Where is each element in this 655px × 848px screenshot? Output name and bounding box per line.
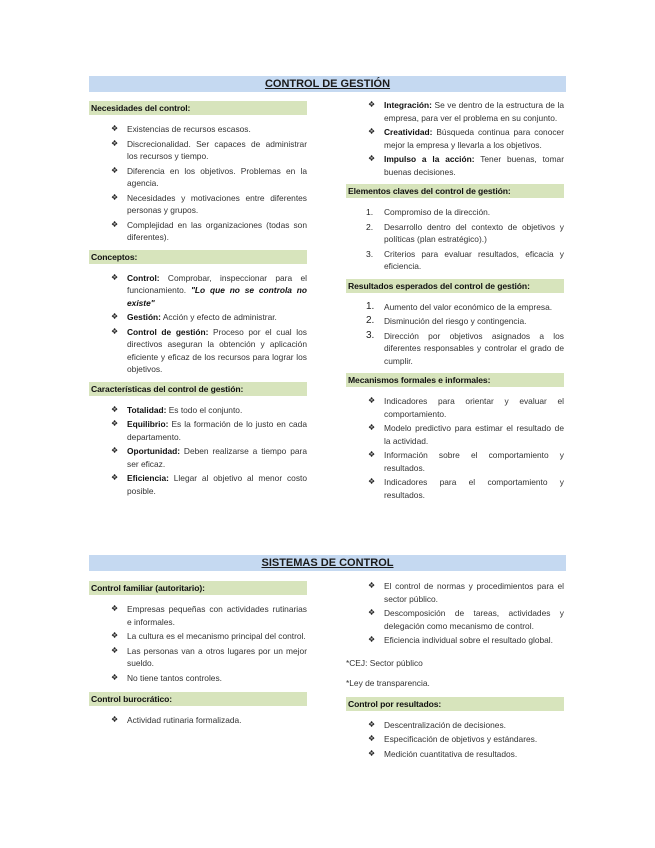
diamond-bullet-icon: ❖ bbox=[368, 581, 376, 590]
note-cej: *CEJ: Sector público bbox=[346, 657, 423, 668]
diamond-bullet-icon: ❖ bbox=[111, 604, 119, 613]
list-top-items bbox=[346, 99, 564, 178]
list-item: 3. Dirección por objetivos asignados a los diferentes responsables y controlar el grado de cumplir. bbox=[366, 329, 564, 366]
header-control-burocratico: Control burocrático: bbox=[89, 692, 307, 706]
list-conceptos bbox=[89, 272, 307, 376]
list-caracteristicas bbox=[89, 404, 307, 498]
left-column-2 bbox=[89, 581, 307, 729]
diamond-bullet-icon: ❖ bbox=[111, 219, 119, 229]
list-item: ❖ Eficiencia individual sobre el resultado global. bbox=[368, 635, 553, 645]
list-item: ❖ Indicadores para el comportamiento y resultados. bbox=[368, 477, 564, 500]
left-column-1 bbox=[89, 101, 307, 499]
header-caracteristicas: Características del control de gestión: bbox=[89, 382, 307, 396]
list-item: ❖ Control: Comprobar, inspeccionar para el funcionamiento. "Lo que no se controla no existe" bbox=[111, 272, 307, 308]
diamond-bullet-icon: ❖ bbox=[368, 154, 376, 163]
diamond-bullet-icon: ❖ bbox=[111, 326, 119, 336]
list-item: ❖ Eficiencia: Llegar al objetivo al menor costo posible. bbox=[111, 473, 307, 496]
list-item: ❖ Descentralización de decisiones. bbox=[368, 719, 506, 730]
diamond-bullet-icon: ❖ bbox=[111, 645, 119, 655]
note-ley-transparencia: *Ley de transparencia. bbox=[346, 677, 430, 688]
list-item: ❖ Actividad rutinaria formalizada. bbox=[111, 715, 242, 725]
list-item: ❖ La cultura es el mecanismo principal del control. bbox=[111, 631, 306, 641]
list-item: ❖ Descomposición de tareas, actividades y delegación como mecanismo de control. bbox=[368, 608, 564, 631]
header-mecanismos: Mecanismos formales e informales: bbox=[346, 373, 564, 387]
diamond-bullet-icon: ❖ bbox=[368, 423, 376, 432]
diamond-bullet-icon: ❖ bbox=[111, 404, 119, 414]
list-item: ❖ El control de normas y procedimientos para el sector público. bbox=[368, 581, 564, 604]
list-necesidades bbox=[89, 123, 307, 244]
list-elementos bbox=[346, 206, 564, 273]
list-item: ❖ Modelo predictivo para estimar el resultado de la actividad. bbox=[368, 423, 564, 446]
list-sector-publico bbox=[346, 580, 564, 647]
diamond-bullet-icon: ❖ bbox=[111, 192, 119, 202]
list-item: 1. Compromiso de la dirección. bbox=[366, 207, 491, 217]
header-necesidades: Necesidades del control: bbox=[89, 101, 307, 115]
header-resultados: Resultados esperados del control de gestión: bbox=[346, 279, 564, 293]
diamond-bullet-icon: ❖ bbox=[111, 272, 119, 282]
list-mecanismos bbox=[346, 395, 564, 501]
diamond-bullet-icon: ❖ bbox=[111, 419, 119, 428]
list-item: 2. Disminución del riesgo y contingencia. bbox=[366, 315, 527, 326]
diamond-bullet-icon: ❖ bbox=[111, 473, 119, 482]
diamond-bullet-icon: ❖ bbox=[111, 138, 119, 148]
list-item: ❖ Empresas pequeñas con actividades rutinarias e informales. bbox=[111, 604, 307, 627]
list-item: ❖ Las personas van a otros lugares por un mejor sueldo. bbox=[111, 645, 307, 668]
diamond-bullet-icon: ❖ bbox=[368, 396, 376, 405]
header-control-familiar: Control familiar (autoritario): bbox=[89, 581, 307, 595]
list-item: 1. Aumento del valor económico de la empresa. bbox=[366, 300, 553, 312]
diamond-bullet-icon: ❖ bbox=[368, 635, 376, 644]
list-item: ❖ Integración: Se ve dentro de la estructura de la empresa, para ver el problema en su conjunto. bbox=[368, 100, 564, 123]
diamond-bullet-icon: ❖ bbox=[111, 672, 119, 682]
header-elementos: Elementos claves del control de gestión: bbox=[346, 184, 564, 198]
list-item: 3. Criterios para evaluar resultados, eficacia y eficiencia. bbox=[366, 248, 564, 271]
list-item: 2. Desarrollo dentro del contexto de objetivos y políticas (plan estratégico).) bbox=[366, 221, 564, 244]
list-item: ❖ Impulso a la acción: Tener buenas, tomar buenas decisiones. bbox=[368, 154, 564, 177]
diamond-bullet-icon: ❖ bbox=[368, 734, 376, 743]
section-title-text: CONTROL DE GESTIÓN bbox=[264, 78, 391, 90]
list-control-burocratico bbox=[89, 714, 307, 727]
diamond-bullet-icon: ❖ bbox=[368, 100, 376, 109]
list-item: ❖ Indicadores para orientar y evaluar el comportamiento. bbox=[368, 396, 564, 419]
list-item: ❖ Creatividad: Búsqueda continua para conocer mejor la empresa y llevarla a los objetivos. bbox=[368, 127, 564, 150]
diamond-bullet-icon: ❖ bbox=[368, 719, 376, 729]
list-control-familiar bbox=[89, 603, 307, 684]
diamond-bullet-icon: ❖ bbox=[111, 446, 119, 455]
diamond-bullet-icon: ❖ bbox=[368, 608, 376, 617]
list-item: ❖ Diferencia en los objetivos. Problemas en la agencia. bbox=[111, 165, 307, 188]
list-item: ❖ Especificación de objetivos y estándares. bbox=[368, 734, 538, 744]
section-title-sistemas-control bbox=[89, 555, 566, 571]
list-item: ❖ No tiene tantos controles. bbox=[111, 672, 222, 683]
list-item: ❖ Control de gestión: Proceso por el cual los directivos aseguran la obtención y aplicación eficiente y eficaz de los recursos para lograr los objetivos. bbox=[111, 326, 307, 374]
list-item: ❖ Discrecionalidad. Ser capaces de administrar los recursos y tiempo. bbox=[111, 138, 307, 161]
list-item: ❖ Equilibrio: Es la formación de lo justo en cada departamento. bbox=[111, 419, 307, 442]
diamond-bullet-icon: ❖ bbox=[111, 312, 119, 321]
header-control-resultados: Control por resultados: bbox=[346, 697, 564, 711]
list-item: ❖ Oportunidad: Deben realizarse a tiempo para ser eficaz. bbox=[111, 446, 307, 469]
list-item: ❖ Existencias de recursos escasos. bbox=[111, 124, 251, 134]
section-title-text: SISTEMAS DE CONTROL bbox=[261, 557, 394, 569]
right-column-2 bbox=[346, 580, 564, 762]
diamond-bullet-icon: ❖ bbox=[368, 450, 376, 459]
diamond-bullet-icon: ❖ bbox=[111, 124, 119, 133]
diamond-bullet-icon: ❖ bbox=[368, 127, 376, 136]
list-item: ❖ Gestión: Acción y efecto de administrar. bbox=[111, 312, 277, 322]
list-item: ❖ Medición cuantitativa de resultados. bbox=[368, 748, 518, 759]
diamond-bullet-icon: ❖ bbox=[368, 477, 376, 486]
diamond-bullet-icon: ❖ bbox=[368, 748, 376, 758]
list-item: ❖ Totalidad: Es todo el conjunto. bbox=[111, 404, 243, 415]
list-item: ❖ Necesidades y motivaciones entre diferentes personas y grupos. bbox=[111, 192, 307, 215]
list-control-resultados bbox=[346, 719, 564, 761]
diamond-bullet-icon: ❖ bbox=[111, 631, 119, 640]
diamond-bullet-icon: ❖ bbox=[111, 715, 119, 724]
list-item: ❖ Complejidad en las organizaciones (todas son diferentes). bbox=[111, 219, 307, 242]
header-conceptos: Conceptos: bbox=[89, 250, 307, 264]
list-item: ❖ Información sobre el comportamiento y resultados. bbox=[368, 450, 564, 473]
list-resultados bbox=[346, 301, 564, 368]
section-title-control-gestion bbox=[89, 76, 566, 92]
right-column-1 bbox=[346, 99, 564, 503]
diamond-bullet-icon: ❖ bbox=[111, 165, 119, 175]
